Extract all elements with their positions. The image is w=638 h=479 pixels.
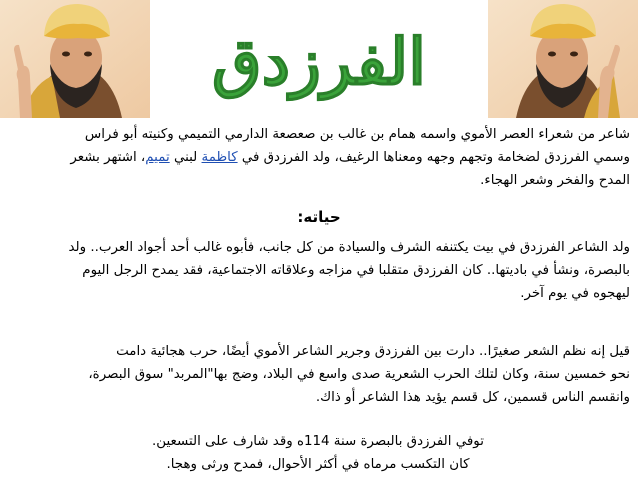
poetry-line-3: وانقسم الناس قسمين، كل قسم يؤيد هذا الشاعر أو ذاك. — [315, 390, 630, 405]
intro-line-2-text-c: ، اشتهر بشعر — [70, 150, 146, 165]
title-calligraphy — [200, 8, 438, 113]
death-paragraph — [6, 430, 630, 476]
intro-line-2-text-a: وسمي الفرزدق لضخامة وتجهم وجهه ومعناها الرغيف، ولد الفرزدق في — [237, 150, 630, 165]
intro-line-1: شاعر من شعراء العصر الأموي واسمه همام بن غالب بن صعصعة الدارمي التميمي وكنيته أبو فراس — [84, 127, 630, 142]
intro-paragraph — [6, 123, 630, 192]
death-line-1: توفي الفرزدق بالبصرة سنة 114ه وقد شارف على التسعين. — [152, 434, 484, 449]
poetry-line-2: نحو خمسين سنة، وكان لتلك الحرب الشعرية صدى واسع في البلاد، وضج بها"المربد" سوق البصرة، — [88, 367, 630, 382]
link-tamim[interactable]: تميم — [145, 150, 170, 165]
life-line-3: ليهجوه في يوم آخر. — [520, 286, 630, 301]
poetry-line-1: قيل إنه نظم الشعر صغيرًا.. دارت بين الفرزدق وجرير الشاعر الأموي أيضًا، حرب هجائية دامت — [116, 344, 630, 359]
poet-portrait-left — [0, 0, 150, 118]
intro-line-3: المدح والفخر وشعر الهجاء. — [480, 173, 630, 188]
intro-line-2 — [6, 146, 630, 169]
life-paragraph — [6, 236, 630, 305]
title-text: الفرزدق — [211, 25, 427, 100]
section-heading-life: حياته: — [297, 208, 341, 226]
life-line-1: ولد الشاعر الفرزدق في بيت يكتنفه الشرف والسيادة من كل جانب، فأبوه غالب أحد أجواد العرب.. ولد — [68, 240, 630, 255]
death-line-2: كان التكسب مرماه في أكثر الأحوال، فمدح ورثى وهجا. — [166, 457, 470, 472]
poetry-paragraph — [6, 340, 630, 409]
poet-portrait-right — [488, 0, 638, 118]
life-line-2: بالبصرة، ونشأ في باديتها.. كان الفرزدق متقلبا في مزاجه وعلاقاته الاجتماعية، فقد يمدح الرجل اليوم — [82, 263, 630, 278]
link-kazima[interactable]: كاظمة — [201, 150, 238, 165]
intro-line-2-text-b: لبني — [169, 150, 202, 165]
